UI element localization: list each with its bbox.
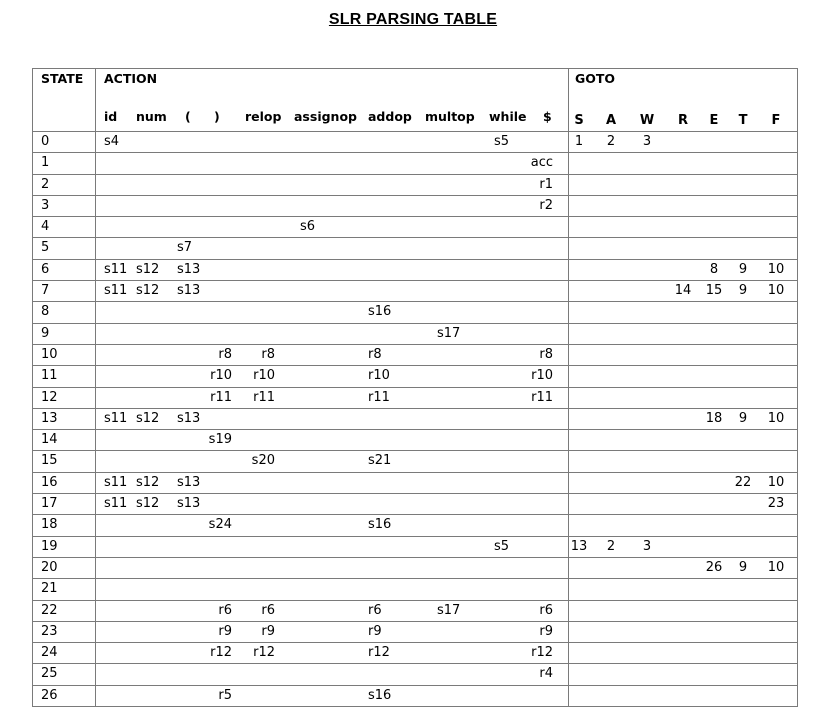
goto-cell: 3 bbox=[642, 134, 652, 149]
goto-column-header: E bbox=[709, 113, 719, 128]
state-cell: 11 bbox=[41, 368, 58, 383]
goto-cell: 9 bbox=[738, 560, 748, 575]
action-cell: s4 bbox=[104, 134, 120, 149]
action-header: ACTION bbox=[104, 71, 158, 86]
state-header: STATE bbox=[41, 71, 84, 86]
table-border-bottom bbox=[32, 706, 798, 707]
goto-cell: 22 bbox=[734, 475, 752, 490]
action-cell: r10 bbox=[253, 368, 275, 383]
row-divider bbox=[32, 323, 798, 324]
goto-column-header: T bbox=[738, 113, 748, 128]
action-cell: r8 bbox=[539, 347, 553, 362]
action-cell: s12 bbox=[136, 283, 160, 298]
action-cell: r11 bbox=[368, 390, 390, 405]
action-cell: r12 bbox=[531, 645, 553, 660]
action-cell: r8 bbox=[218, 347, 232, 362]
goto-column-header: R bbox=[677, 113, 688, 128]
action-column-header: while bbox=[489, 109, 527, 124]
action-cell: s24 bbox=[208, 517, 232, 532]
action-column-header: ( bbox=[185, 109, 191, 124]
row-divider bbox=[32, 578, 798, 579]
action-cell: r8 bbox=[368, 347, 382, 362]
row-divider bbox=[32, 600, 798, 601]
action-column-header: assignop bbox=[294, 109, 357, 124]
goto-cell: 18 bbox=[705, 411, 723, 426]
goto-cell: 2 bbox=[606, 539, 616, 554]
action-cell: s11 bbox=[104, 475, 128, 490]
row-divider bbox=[32, 408, 798, 409]
state-cell: 18 bbox=[41, 517, 58, 532]
row-divider bbox=[32, 663, 798, 664]
state-cell: 13 bbox=[41, 411, 58, 426]
row-divider bbox=[32, 642, 798, 643]
action-cell: r12 bbox=[253, 645, 275, 660]
goto-header: GOTO bbox=[575, 71, 616, 86]
action-cell: r11 bbox=[210, 390, 232, 405]
goto-cell: 10 bbox=[767, 262, 785, 277]
action-cell: s13 bbox=[177, 496, 201, 511]
state-cell: 9 bbox=[41, 326, 50, 341]
action-cell: r2 bbox=[539, 198, 553, 213]
action-cell: r6 bbox=[368, 603, 382, 618]
action-cell: s16 bbox=[368, 517, 392, 532]
row-divider bbox=[32, 387, 798, 388]
action-cell: s5 bbox=[494, 539, 510, 554]
state-cell: 15 bbox=[41, 453, 58, 468]
row-divider bbox=[32, 259, 798, 260]
row-divider bbox=[32, 429, 798, 430]
state-cell: 22 bbox=[41, 603, 58, 618]
action-cell: s11 bbox=[104, 496, 128, 511]
row-divider bbox=[32, 621, 798, 622]
row-divider bbox=[32, 472, 798, 473]
goto-column-header: A bbox=[605, 113, 617, 128]
action-cell: s11 bbox=[104, 411, 128, 426]
goto-cell: 26 bbox=[705, 560, 723, 575]
action-column-header: ) bbox=[214, 109, 220, 124]
row-divider bbox=[32, 536, 798, 537]
action-cell: s13 bbox=[177, 283, 201, 298]
state-cell: 24 bbox=[41, 645, 58, 660]
action-cell: s16 bbox=[368, 304, 392, 319]
action-column-header: addop bbox=[368, 109, 412, 124]
state-cell: 6 bbox=[41, 262, 50, 277]
goto-cell: 14 bbox=[674, 283, 692, 298]
action-cell: r8 bbox=[261, 347, 275, 362]
goto-cell: 9 bbox=[738, 283, 748, 298]
action-cell: r12 bbox=[368, 645, 390, 660]
action-cell: s20 bbox=[251, 453, 275, 468]
goto-column-header: W bbox=[639, 113, 655, 128]
row-divider bbox=[32, 493, 798, 494]
action-cell: s13 bbox=[177, 411, 201, 426]
action-cell: acc bbox=[530, 155, 553, 170]
action-cell: s17 bbox=[437, 603, 461, 618]
state-cell: 23 bbox=[41, 624, 58, 639]
goto-cell: 9 bbox=[738, 411, 748, 426]
state-cell: 17 bbox=[41, 496, 58, 511]
goto-cell: 23 bbox=[767, 496, 785, 511]
state-cell: 16 bbox=[41, 475, 58, 490]
action-cell: r12 bbox=[210, 645, 232, 660]
action-cell: s12 bbox=[136, 496, 160, 511]
row-divider bbox=[32, 174, 798, 175]
table-border-top bbox=[32, 68, 798, 69]
goto-cell: 9 bbox=[738, 262, 748, 277]
action-cell: s17 bbox=[437, 326, 461, 341]
state-cell: 25 bbox=[41, 666, 58, 681]
state-cell: 8 bbox=[41, 304, 50, 319]
action-column-header: relop bbox=[245, 109, 282, 124]
action-cell: s7 bbox=[177, 240, 193, 255]
row-divider bbox=[32, 152, 798, 153]
state-cell: 12 bbox=[41, 390, 58, 405]
state-cell: 3 bbox=[41, 198, 50, 213]
action-cell: s12 bbox=[136, 262, 160, 277]
action-cell: s5 bbox=[494, 134, 510, 149]
row-divider bbox=[32, 216, 798, 217]
goto-cell: 10 bbox=[767, 560, 785, 575]
action-cell: s11 bbox=[104, 262, 128, 277]
action-cell: s11 bbox=[104, 283, 128, 298]
goto-cell: 8 bbox=[709, 262, 719, 277]
action-cell: r6 bbox=[261, 603, 275, 618]
action-column-header: id bbox=[104, 109, 118, 124]
action-cell: s12 bbox=[136, 475, 160, 490]
action-cell: r4 bbox=[539, 666, 553, 681]
state-cell: 20 bbox=[41, 560, 58, 575]
row-divider bbox=[32, 365, 798, 366]
action-cell: r9 bbox=[218, 624, 232, 639]
state-cell: 19 bbox=[41, 539, 58, 554]
action-cell: r5 bbox=[218, 688, 232, 703]
action-cell: s12 bbox=[136, 411, 160, 426]
state-cell: 10 bbox=[41, 347, 58, 362]
action-cell: r10 bbox=[210, 368, 232, 383]
row-divider bbox=[32, 557, 798, 558]
goto-cell: 1 bbox=[574, 134, 584, 149]
state-cell: 26 bbox=[41, 688, 58, 703]
action-cell: r11 bbox=[253, 390, 275, 405]
action-column-header: $ bbox=[543, 109, 552, 124]
action-cell: r10 bbox=[368, 368, 390, 383]
action-cell: r6 bbox=[218, 603, 232, 618]
row-divider bbox=[32, 301, 798, 302]
action-cell: r6 bbox=[539, 603, 553, 618]
row-divider bbox=[32, 280, 798, 281]
state-cell: 14 bbox=[41, 432, 58, 447]
action-cell: r9 bbox=[261, 624, 275, 639]
action-cell: r1 bbox=[539, 177, 553, 192]
action-cell: s13 bbox=[177, 262, 201, 277]
action-cell: r9 bbox=[539, 624, 553, 639]
goto-cell: 13 bbox=[570, 539, 588, 554]
action-cell: s19 bbox=[208, 432, 232, 447]
goto-cell: 10 bbox=[767, 283, 785, 298]
goto-column-header: S bbox=[574, 113, 584, 128]
row-divider bbox=[32, 344, 798, 345]
action-cell: s21 bbox=[368, 453, 392, 468]
goto-column-header: F bbox=[771, 113, 781, 128]
state-cell: 1 bbox=[41, 155, 50, 170]
goto-cell: 2 bbox=[606, 134, 616, 149]
goto-cell: 10 bbox=[767, 475, 785, 490]
goto-cell: 15 bbox=[705, 283, 723, 298]
action-cell: s6 bbox=[300, 219, 316, 234]
state-cell: 5 bbox=[41, 240, 50, 255]
row-divider bbox=[32, 195, 798, 196]
goto-cell: 10 bbox=[767, 411, 785, 426]
row-divider bbox=[32, 685, 798, 686]
state-cell: 21 bbox=[41, 581, 58, 596]
row-divider bbox=[32, 514, 798, 515]
state-cell: 4 bbox=[41, 219, 50, 234]
action-cell: s13 bbox=[177, 475, 201, 490]
action-cell: r9 bbox=[368, 624, 382, 639]
state-cell: 0 bbox=[41, 134, 50, 149]
header-divider bbox=[32, 131, 798, 132]
action-cell: r11 bbox=[531, 390, 553, 405]
state-cell: 7 bbox=[41, 283, 50, 298]
row-divider bbox=[32, 450, 798, 451]
action-column-header: num bbox=[136, 109, 167, 124]
page-title: SLR PARSING TABLE bbox=[328, 11, 498, 28]
goto-cell: 3 bbox=[642, 539, 652, 554]
action-cell: s16 bbox=[368, 688, 392, 703]
action-cell: r10 bbox=[531, 368, 553, 383]
row-divider bbox=[32, 237, 798, 238]
state-cell: 2 bbox=[41, 177, 50, 192]
action-column-header: multop bbox=[425, 109, 475, 124]
